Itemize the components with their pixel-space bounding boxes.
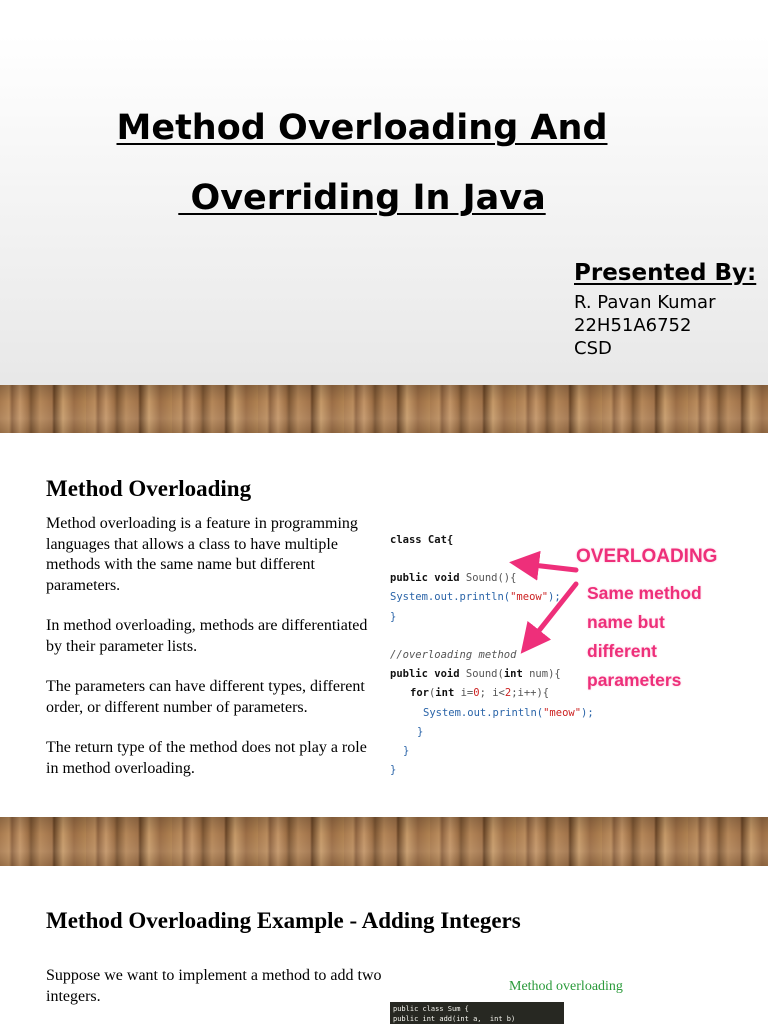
callout-line: Same method	[587, 583, 702, 603]
example-figure	[388, 958, 728, 1024]
code-line: }	[390, 764, 397, 776]
paragraph: The return type of the method does not play a role in method overloading.	[46, 739, 367, 777]
callout-line: parameters	[587, 670, 682, 690]
code-line: public class Sum {	[393, 1005, 469, 1013]
slide-body	[46, 966, 386, 1024]
code-line: public int add(int a, int b)	[393, 1015, 516, 1023]
callout-line: different	[587, 641, 657, 661]
code-line: //overloading method	[390, 649, 517, 661]
overloading-slide	[0, 433, 768, 866]
code-line: class Cat{	[390, 534, 454, 546]
code-line: }	[390, 611, 397, 623]
title-line-2: Overriding In Java	[178, 178, 546, 218]
presenter-dept: CSD	[574, 338, 612, 359]
slide-body	[46, 514, 372, 799]
arrows	[384, 521, 730, 798]
paragraph: In method overloading, methods are differentiated by their parameter lists.	[46, 617, 368, 655]
example-code-panel	[390, 1002, 564, 1024]
slide-heading: Method Overloading	[46, 476, 252, 501]
code-line: for(int i=0; i<2;i++){	[410, 687, 550, 699]
paragraph: The parameters can have different types, different order, or different number of parameters.	[46, 678, 365, 716]
presenter-block	[574, 259, 764, 360]
wood-floor-decoration	[0, 385, 768, 433]
overloading-code-figure	[384, 521, 730, 798]
example-figure-title: Method overloading	[509, 979, 623, 994]
code-line: System.out.println("meow");	[390, 591, 561, 603]
slide-heading: Method Overloading Example - Adding Integers	[46, 908, 521, 933]
presenter-roll: 22H51A6752	[574, 315, 692, 336]
callout-line: name but	[587, 612, 665, 632]
paragraph: Suppose we want to implement a method to add two integers.	[46, 967, 382, 1005]
code-line: public void Sound(){	[390, 572, 517, 584]
code-line: public void Sound(int num){	[390, 668, 561, 680]
arrow-icon	[524, 564, 576, 570]
code-line: }	[403, 745, 410, 757]
code-line: System.out.println("meow");	[423, 707, 594, 719]
presented-by-heading: Presented By:	[574, 260, 757, 286]
example-slide	[0, 866, 768, 1024]
title-line-1: Method Overloading And	[116, 108, 608, 148]
arrow-icon	[530, 584, 576, 642]
overloading-label: OVERLOADING	[576, 546, 718, 567]
wood-floor-decoration	[0, 817, 768, 866]
title-slide	[0, 0, 768, 433]
paragraph: Method overloading is a feature in programming languages that allows a class to have multiple methods with the same name but different parameters.	[46, 515, 358, 594]
presenter-name: R. Pavan Kumar	[574, 292, 716, 313]
code-line: }	[417, 726, 424, 738]
